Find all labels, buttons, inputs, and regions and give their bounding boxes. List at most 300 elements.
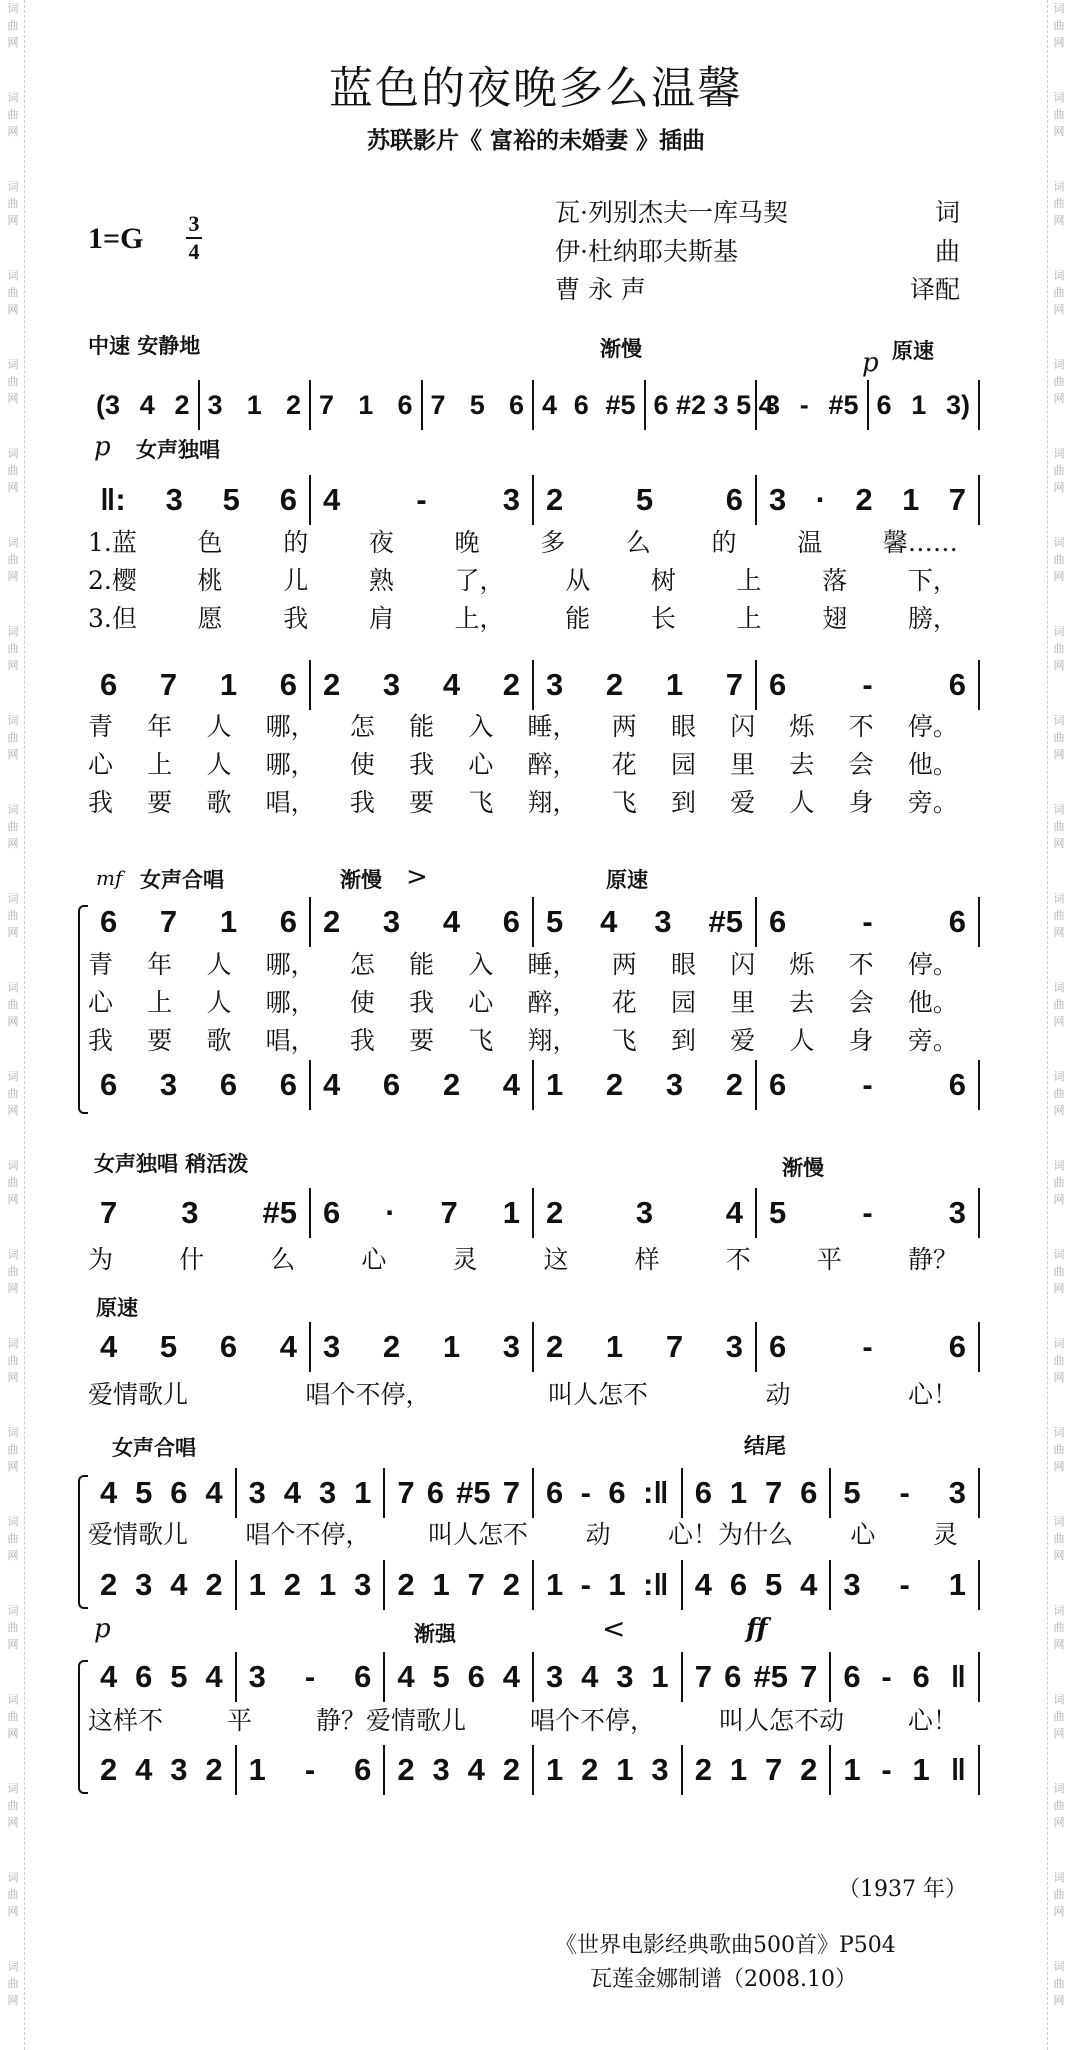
watermark-char: 词 [7, 625, 19, 638]
watermark-char: 词 [1053, 625, 1065, 638]
watermark-char: 曲 [7, 820, 19, 833]
watermark-char: 网 [7, 214, 19, 227]
key-signature: 1=G [88, 222, 144, 255]
watermark-char: 词 [1053, 1782, 1065, 1795]
watermark-char: 网 [1053, 570, 1065, 583]
measure: 1 - 1 ‖ [831, 1745, 980, 1795]
lyric-word: 儿 [283, 566, 309, 595]
watermark-char: 曲 [1053, 1265, 1065, 1278]
measure: 3 4 3 1 [534, 1652, 683, 1702]
watermark-char: 网 [1053, 214, 1065, 227]
lyric-word: 睡， [527, 950, 578, 979]
credit-name: 曹 永 声 [555, 275, 646, 304]
lyric-word: 静？爱情歌儿 [315, 1706, 466, 1735]
lyric-word: 叫人怎不动 [718, 1706, 844, 1735]
watermark-char: 网 [7, 1460, 19, 1473]
measure: 6 #2 3 5 4 [646, 380, 758, 430]
lyric-word: 去 [789, 750, 815, 779]
watermark-char: 网 [1053, 659, 1065, 672]
lyric-word: 落 [822, 566, 848, 595]
watermark-char: 曲 [1053, 1799, 1065, 1812]
watermark-char: 词 [7, 2, 19, 15]
lyric-word: 飞 [611, 788, 637, 817]
lyric-word: 哪， [265, 988, 316, 1017]
measure: 1 - 1 :‖ [534, 1560, 683, 1610]
lyric-word: 他。 [907, 988, 958, 1017]
notation-row [88, 897, 980, 947]
tempo-mark: 中速 安静地 [88, 334, 201, 358]
watermark-char: 词 [7, 91, 19, 104]
lyric-word: 怎 [349, 950, 375, 979]
lyric-word: 我 [409, 750, 435, 779]
watermark-char: 网 [7, 748, 19, 761]
watermark-char: 网 [1053, 1905, 1065, 1918]
lyric-word: 唱， [265, 788, 316, 817]
lyric-word: 要 [147, 1026, 173, 1055]
notation-row [88, 1188, 980, 1238]
watermark-char: 网 [7, 1905, 19, 1918]
lyric-word: 人 [206, 750, 232, 779]
lyric-word: 要 [409, 788, 435, 817]
lyric-word: 会 [848, 750, 874, 779]
lyric-word: 样 [634, 1245, 660, 1274]
lyric-word: 为 [88, 1245, 114, 1274]
measure: 6 - 6 :‖ [534, 1468, 683, 1518]
measure: 2 3 4 2 [311, 660, 534, 710]
watermark-char: 词 [1053, 803, 1065, 816]
watermark-char: 曲 [1053, 553, 1065, 566]
watermark-char: 网 [7, 1638, 19, 1651]
lyric-word: 年 [147, 712, 173, 741]
lyric-word: 歌 [206, 788, 232, 817]
lyric-word: 多 [540, 528, 566, 557]
watermark-char: 网 [7, 1104, 19, 1117]
watermark-char: 词 [7, 269, 19, 282]
watermark-char: 网 [7, 1371, 19, 1384]
system-brace [78, 905, 88, 1114]
dynamic-mark: mf [96, 866, 123, 890]
measure: 3 1 2 [200, 380, 312, 430]
watermark-char: 词 [7, 714, 19, 727]
measure: 6 7 1 6 [88, 660, 311, 710]
lyric-word: 他。 [907, 750, 958, 779]
watermark-char: 网 [7, 659, 19, 672]
watermark-char: 曲 [7, 1799, 19, 1812]
watermark-char: 词 [1053, 714, 1065, 727]
lyric-word: 旁。 [907, 788, 958, 817]
lyric-word: 的 [711, 528, 737, 557]
measure: 2 5 6 [534, 475, 757, 525]
lyric-word: 肩 [368, 604, 394, 633]
watermark-char: 曲 [1053, 286, 1065, 299]
watermark-char: 曲 [7, 1265, 19, 1278]
watermark-char: 词 [1053, 2, 1065, 15]
system-brace [78, 1660, 88, 1794]
measure: 6 - 6 ‖ [831, 1652, 980, 1702]
measure: 3 2 1 3 [311, 1322, 534, 1372]
lyric-line [88, 712, 958, 742]
lyric-line [88, 750, 958, 780]
lyric-word: 眼 [670, 712, 696, 741]
watermark-char: 曲 [7, 998, 19, 1011]
measure: 4 5 6 4 [88, 1468, 237, 1518]
watermark-char: 曲 [7, 108, 19, 121]
watermark-char: 网 [7, 1994, 19, 2007]
measure: 7 1 6 [311, 380, 423, 430]
watermark-char: 网 [7, 392, 19, 405]
watermark-left [2, 0, 25, 2050]
watermark-char: 网 [7, 481, 19, 494]
tempo-mark: 渐强 [414, 1622, 456, 1646]
measure: 7 6 #5 7 [683, 1652, 832, 1702]
lyric-word: 夜 [368, 528, 394, 557]
measure: 2 1 7 3 [534, 1322, 757, 1372]
measure: 2 4 3 2 [88, 1745, 237, 1795]
lyric-word: 这 [543, 1245, 569, 1274]
watermark-char: 词 [7, 180, 19, 193]
measure: 2 3 4 [534, 1188, 757, 1238]
watermark-char: 曲 [7, 731, 19, 744]
lyric-word: 睡， [527, 712, 578, 741]
lyric-line [88, 566, 958, 596]
watermark-char: 词 [7, 1782, 19, 1795]
lyric-word: 眼 [670, 950, 696, 979]
lyric-word: 翔， [527, 788, 578, 817]
dynamic-mark: p [862, 348, 879, 378]
dynamic-mark: ff [746, 1614, 768, 1644]
watermark-char: 网 [1053, 1549, 1065, 1562]
lyric-word: 使 [349, 750, 375, 779]
watermark-char: 曲 [7, 1532, 19, 1545]
watermark-char: 网 [1053, 837, 1065, 850]
lyric-word: 爱情歌儿 [88, 1520, 189, 1549]
measure: 1 - 6 [237, 1745, 386, 1795]
watermark-char: 曲 [1053, 1532, 1065, 1545]
lyric-word: 馨…… [882, 528, 958, 557]
measure: 6 1 7 6 [683, 1468, 832, 1518]
section-mark: 结尾 [744, 1434, 786, 1458]
lyric-word: 唱个不停， [305, 1380, 431, 1409]
notation-row [88, 380, 980, 430]
credit-name: 伊·杜纳耶夫斯基 [555, 237, 738, 266]
measure: 4 - 3 [311, 475, 534, 525]
lyric-word: 要 [147, 788, 173, 817]
lyric-word: 了， [454, 566, 505, 595]
lyric-word: 翅 [822, 604, 848, 633]
lyric-word: 爱情歌儿 [88, 1380, 189, 1409]
watermark-char: 网 [7, 36, 19, 49]
watermark-char: 曲 [7, 197, 19, 210]
watermark-char: 词 [7, 1426, 19, 1439]
lyric-word: 晚 [454, 528, 480, 557]
lyric-word: 入 [468, 950, 494, 979]
credit-composer [555, 232, 960, 268]
lyric-word: 身 [848, 1026, 874, 1055]
watermark-char: 网 [1053, 1460, 1065, 1473]
credit-translator [555, 270, 960, 306]
watermark-char: 曲 [1053, 1888, 1065, 1901]
lyric-word: 上 [736, 566, 762, 595]
watermark-char: 词 [7, 892, 19, 905]
watermark-char: 词 [1053, 892, 1065, 905]
lyric-word: 温 [797, 528, 823, 557]
watermark-char: 词 [1053, 1693, 1065, 1706]
lyric-word: 上 [147, 988, 173, 1017]
source: 《世界电影经典歌曲500首》P504 [555, 1933, 896, 1958]
watermark-char: 词 [1053, 91, 1065, 104]
lyric-word: 园 [670, 750, 696, 779]
watermark-char: 网 [7, 1816, 19, 1829]
watermark-char: 词 [1053, 1426, 1065, 1439]
lyric-word: 色 [197, 528, 223, 557]
lyric-word: 么 [270, 1245, 296, 1274]
lyric-word: 歌 [206, 1026, 232, 1055]
lyric-word: 到 [670, 788, 696, 817]
measure: 2 3 4 6 [311, 897, 534, 947]
lyric-word: 上， [454, 604, 505, 633]
watermark-char: 曲 [7, 553, 19, 566]
decrescendo-icon: > [406, 862, 428, 892]
tempo-mark: 原速 [606, 868, 648, 892]
watermark-char: 词 [1053, 358, 1065, 371]
lyric-word: 心！为什么 [667, 1520, 793, 1549]
tempo-mark: 渐慢 [782, 1156, 824, 1180]
dynamic-mark: p [94, 432, 111, 462]
watermark-char: 词 [7, 1604, 19, 1617]
lyric-word: 两 [611, 712, 637, 741]
system-brace [78, 1475, 88, 1609]
year: （1937 年） [838, 1877, 967, 1902]
lyric-word: 不 [848, 950, 874, 979]
watermark-char: 曲 [1053, 19, 1065, 32]
watermark-char: 词 [1053, 1604, 1065, 1617]
lyric-word: 心 [850, 1520, 876, 1549]
lyric-word: 翔， [527, 1026, 578, 1055]
watermark-char: 网 [1053, 36, 1065, 49]
lyric-word: 下， [907, 566, 958, 595]
watermark-char: 网 [1053, 1371, 1065, 1384]
watermark-char: 曲 [1053, 820, 1065, 833]
watermark-char: 曲 [1053, 731, 1065, 744]
notation-row [88, 1560, 980, 1610]
watermark-char: 曲 [7, 1710, 19, 1723]
tempo-mark: 渐慢 [600, 337, 642, 361]
lyric-word: 会 [848, 988, 874, 1017]
lyric-word: 我 [409, 988, 435, 1017]
measure: 7 5 6 [423, 380, 535, 430]
lyric-word: 2.樱 [88, 566, 137, 595]
lyric-word: 园 [670, 988, 696, 1017]
watermark-char: 网 [1053, 926, 1065, 939]
watermark-char: 网 [1053, 1282, 1065, 1295]
lyric-word: 愿 [197, 604, 223, 633]
watermark-char: 网 [7, 926, 19, 939]
section-mark: 女声合唱 [140, 868, 224, 892]
lyric-line [88, 950, 958, 980]
lyric-word: 唱个不停， [245, 1520, 371, 1549]
watermark-char: 网 [7, 125, 19, 138]
watermark-right [1047, 0, 1070, 2050]
measure: 1 2 1 3 [237, 1560, 386, 1610]
meter-bottom: 4 [188, 239, 200, 264]
watermark-char: 词 [7, 803, 19, 816]
lyric-word: 去 [789, 988, 815, 1017]
watermark-char: 词 [7, 536, 19, 549]
watermark-char: 词 [1053, 269, 1065, 282]
lyric-word: 心 [361, 1245, 387, 1274]
transcriber: 瓦莲金娜制谱（2008.10） [590, 1967, 857, 1992]
lyric-line [88, 1380, 958, 1410]
watermark-char: 曲 [1053, 1977, 1065, 1990]
lyric-word: 我 [283, 604, 309, 633]
lyric-word: 闪 [730, 712, 756, 741]
lyric-word: 上 [736, 604, 762, 633]
lyric-word: 我 [349, 788, 375, 817]
lyric-word: 哪， [265, 750, 316, 779]
watermark-char: 曲 [1053, 642, 1065, 655]
lyric-word: 叫人怎不 [427, 1520, 528, 1549]
lyric-word: 我 [88, 788, 114, 817]
lyric-word: 心 [88, 750, 114, 779]
credit-role: 曲 [934, 237, 960, 266]
tempo-mark: 原速 [96, 1296, 138, 1320]
lyric-word: 膀， [907, 604, 958, 633]
lyric-word: 里 [730, 750, 756, 779]
lyric-word: 什 [179, 1245, 205, 1274]
lyric-line [88, 1245, 958, 1275]
watermark-char: 词 [7, 447, 19, 460]
lyric-word: 唱， [265, 1026, 316, 1055]
credit-role: 译配 [909, 275, 960, 304]
watermark-char: 曲 [7, 642, 19, 655]
watermark-char: 词 [1053, 536, 1065, 549]
lyric-word: 怎 [349, 712, 375, 741]
measure: 3 - #5 [757, 380, 869, 430]
measure: 6 - 6 [757, 897, 980, 947]
watermark-char: 曲 [1053, 1443, 1065, 1456]
watermark-char: 曲 [1053, 197, 1065, 210]
measure: 6 1 3) [869, 380, 981, 430]
notation-row [88, 1322, 980, 1372]
time-signature [186, 212, 202, 264]
lyric-word: 唱个不停， [529, 1706, 655, 1735]
measure: 7 6 #5 7 [385, 1468, 534, 1518]
watermark-char: 网 [7, 570, 19, 583]
watermark-char: 词 [1053, 1248, 1065, 1261]
notation-row [88, 1745, 980, 1795]
lyric-word: 灵 [452, 1245, 478, 1274]
watermark-char: 曲 [7, 286, 19, 299]
lyric-word: 心 [468, 988, 494, 1017]
watermark-char: 网 [7, 1727, 19, 1740]
measure: 5 - 3 [757, 1188, 980, 1238]
measure: 4 6 5 4 [88, 1652, 237, 1702]
watermark-char: 曲 [1053, 108, 1065, 121]
lyric-word: 爱 [730, 1026, 756, 1055]
lyric-word: 花 [611, 988, 637, 1017]
watermark-char: 词 [1053, 1871, 1065, 1884]
watermark-char: 网 [1053, 481, 1065, 494]
watermark-char: 网 [1053, 1104, 1065, 1117]
lyric-word: 青 [88, 712, 114, 741]
watermark-char: 网 [7, 303, 19, 316]
watermark-char: 曲 [7, 1354, 19, 1367]
lyric-word: 闪 [730, 950, 756, 979]
lyric-word: 平 [226, 1706, 252, 1735]
lyric-word: 停。 [907, 712, 958, 741]
measure: 2 3 4 2 [88, 1560, 237, 1610]
watermark-char: 词 [7, 1960, 19, 1973]
watermark-char: 词 [1053, 981, 1065, 994]
lyric-word: 醉， [527, 750, 578, 779]
lyric-word: 能 [409, 950, 435, 979]
measure: 4 6 2 4 [311, 1060, 534, 1110]
watermark-char: 曲 [1053, 1354, 1065, 1367]
measure: 6 - 6 [757, 660, 980, 710]
watermark-char: 曲 [7, 1176, 19, 1189]
lyric-word: 我 [88, 1026, 114, 1055]
measure: 3 4 3 1 [237, 1468, 386, 1518]
measure: (3 4 2 [88, 380, 200, 430]
watermark-char: 词 [1053, 180, 1065, 193]
lyric-word: 花 [611, 750, 637, 779]
measure: 6 3 6 6 [88, 1060, 311, 1110]
measure: 4 5 6 4 [385, 1652, 534, 1702]
watermark-char: 网 [7, 1015, 19, 1028]
measure: 3 2 1 7 [534, 660, 757, 710]
watermark-char: 曲 [1053, 1176, 1065, 1189]
lyric-word: 心！ [907, 1706, 958, 1735]
lyric-word: 爱 [730, 788, 756, 817]
lyric-word: 身 [848, 788, 874, 817]
watermark-char: 网 [7, 1193, 19, 1206]
measure: 4 5 6 4 [88, 1322, 311, 1372]
lyric-word: 树 [650, 566, 676, 595]
watermark-char: 网 [1053, 1816, 1065, 1829]
section-mark: 女声合唱 [112, 1436, 196, 1460]
lyric-word: 到 [670, 1026, 696, 1055]
watermark-char: 曲 [1053, 464, 1065, 477]
lyric-word: 哪， [265, 950, 316, 979]
watermark-char: 词 [7, 981, 19, 994]
measure: 6 - 6 [757, 1060, 980, 1110]
lyric-line [88, 1026, 958, 1056]
watermark-char: 词 [7, 1070, 19, 1083]
measure: 1 2 1 3 [534, 1745, 683, 1795]
watermark-char: 网 [1053, 125, 1065, 138]
watermark-char: 网 [1053, 392, 1065, 405]
lyric-word: 哪， [265, 712, 316, 741]
lyric-word: 能 [565, 604, 591, 633]
tempo-mark: 原速 [892, 339, 934, 363]
measure: 3 - 1 [831, 1560, 980, 1610]
lyric-word: 飞 [468, 788, 494, 817]
lyric-word: 烁 [789, 950, 815, 979]
lyric-word: 平 [816, 1245, 842, 1274]
watermark-char: 词 [1053, 1960, 1065, 1973]
lyric-word: 旁。 [907, 1026, 958, 1055]
watermark-char: 网 [7, 1549, 19, 1562]
lyric-word: 醉， [527, 988, 578, 1017]
lyric-line [88, 1706, 958, 1736]
lyric-word: 心 [88, 988, 114, 1017]
watermark-char: 网 [1053, 1994, 1065, 2007]
notation-row [88, 1652, 980, 1702]
lyric-word: 能 [409, 712, 435, 741]
watermark-char: 曲 [1053, 375, 1065, 388]
meter-top: 3 [188, 211, 200, 236]
lyric-word: 年 [147, 950, 173, 979]
